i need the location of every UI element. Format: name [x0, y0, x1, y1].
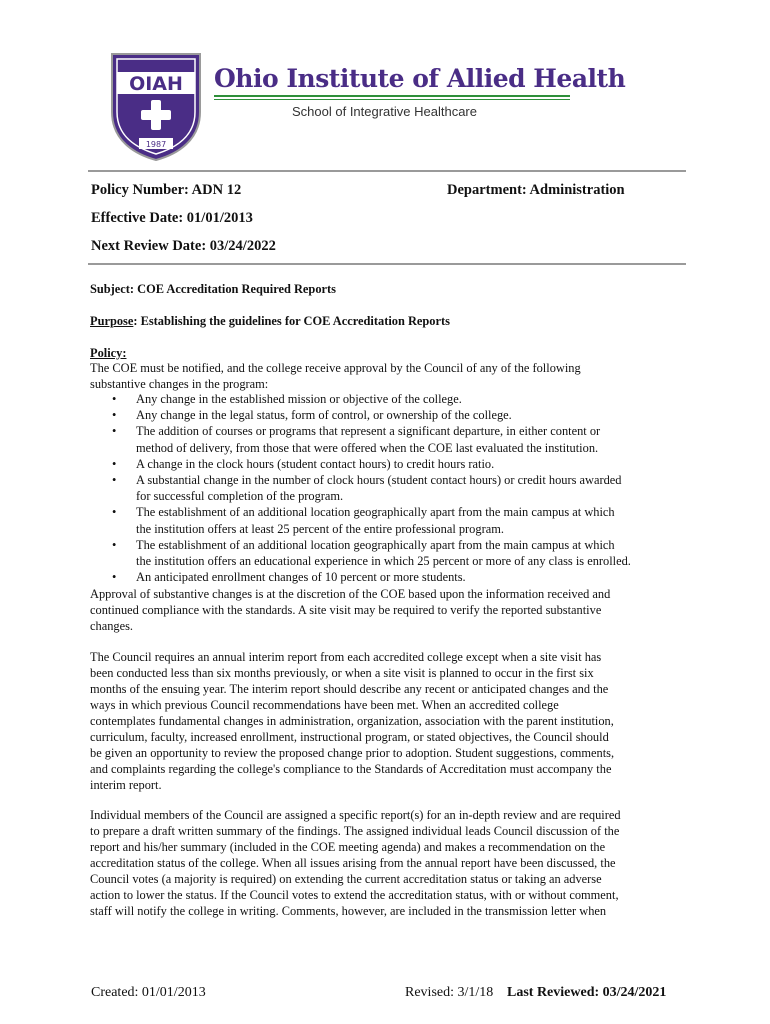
purpose-label: Purpose	[90, 314, 134, 328]
bullet-icon: •	[112, 392, 117, 406]
oiah-shield-logo	[106, 50, 206, 162]
divider-top	[88, 170, 686, 172]
text-line: Council votes (a majority is required) on extending the current accreditation status or taking an adverse	[90, 872, 602, 886]
text-line: curriculum, faculty, increased enrollment, instructional program, or stated objectives, the Council should	[90, 730, 609, 744]
text-line: Approval of substantive changes is at the discretion of the COE based upon the information received and	[90, 587, 611, 601]
text-line: accreditation status of the college. When all issues arising from the annual report have been discussed, the	[90, 856, 616, 870]
text-line: and complaints regarding the college's compliance to the Standards of Accreditation must accompany the	[90, 762, 612, 776]
text-line: report and his/her summary (included in the COE meeting agenda) and makes a recommendation on the	[90, 840, 606, 854]
text-line: Any change in the legal status, form of control, or ownership of the college.	[136, 408, 512, 423]
text-line: substantive changes in the program:	[90, 377, 269, 391]
text-line: The addition of courses or programs that represent a significant departure, in either content or	[136, 424, 601, 439]
effective-date: Effective Date: 01/01/2013	[91, 210, 253, 226]
list-item	[110, 504, 690, 536]
text-line: The Council requires an annual interim report from each accredited college except when a site visit has	[90, 650, 602, 664]
interim-report-paragraph	[90, 649, 690, 793]
text-line: action to lower the status. If the Council votes to extend the accreditation status, with or without comment,	[90, 888, 619, 902]
text-line: A change in the clock hours (student contact hours) to credit hours ratio.	[136, 456, 495, 471]
bullet-icon: •	[112, 424, 117, 439]
policy-heading: Policy:	[90, 346, 127, 360]
text-line: method of delivery, from those that were offered when the COE last evaluated the institution.	[136, 440, 599, 455]
next-review-date: Next Review Date: 03/24/2022	[91, 238, 276, 254]
footer-revised: Revised: 3/1/18	[405, 985, 494, 1000]
bullet-icon: •	[112, 408, 117, 423]
text-line: contemplates fundamental changes in administration, organization, association with the parent institution,	[90, 714, 614, 728]
text-line: staff will notify the college in writing. Comments, however, are included in the transmission letter when	[90, 904, 607, 918]
purpose-line	[90, 313, 690, 329]
text-line: An anticipated enrollment changes of 10 percent or more students.	[136, 570, 466, 585]
text-line: to prepare a draft written summary of the findings. The assigned individual leads Council discussion of the	[90, 824, 620, 838]
institute-name: Ohio Institute of Allied Health	[214, 64, 626, 93]
policy-number: Policy Number: ADN 12	[91, 182, 242, 198]
list-item	[110, 391, 690, 407]
list-item	[110, 456, 690, 472]
logo-year: 1987	[145, 140, 167, 149]
text-line: changes.	[90, 619, 134, 633]
text-line: the institution offers at least 25 percent of the entire professional program.	[136, 521, 504, 536]
subject-line: Subject: COE Accreditation Required Reports	[90, 282, 336, 296]
text-line: The COE must be notified, and the college receive approval by the Council of any of the following	[90, 361, 581, 375]
header-rule-thin	[214, 99, 570, 100]
footer-last-reviewed: Last Reviewed: 03/24/2021	[507, 985, 667, 1000]
bullet-icon: •	[112, 505, 117, 520]
list-item	[110, 423, 690, 455]
department: Department: Administration	[447, 182, 625, 198]
logo-text: OIAH	[129, 73, 183, 95]
text-line: for successful completion of the program.	[136, 489, 344, 504]
text-line: been conducted less than six months previously, or when a site visit is planned to occur in the first six	[90, 666, 594, 680]
text-line: be given an opportunity to review the proposed change prior to adoption. Student suggestions, comments,	[90, 746, 615, 760]
text-line: Individual members of the Council are assigned a specific report(s) for an in-depth review and are required	[90, 808, 621, 822]
council-members-paragraph	[90, 807, 690, 919]
divider-bottom	[88, 263, 686, 265]
substantive-changes-list	[110, 391, 690, 585]
header-rule	[214, 95, 570, 97]
text-line: The establishment of an additional location geographically apart from the main campus at which	[136, 537, 615, 552]
bullet-icon: •	[112, 537, 117, 552]
text-line: continued compliance with the standards. A site visit may be required to verify the reported substantive	[90, 603, 602, 617]
text-line: months of the ensuing year. The interim report should describe any recent or anticipated changes and the	[90, 682, 609, 696]
text-line: Any change in the established mission or objective of the college.	[136, 392, 462, 406]
purpose-text: : Establishing the guidelines for COE Accreditation Reports	[133, 314, 450, 328]
school-name: School of Integrative Healthcare	[292, 104, 477, 119]
approval-paragraph	[90, 586, 690, 634]
text-line: The establishment of an additional location geographically apart from the main campus at which	[136, 505, 615, 520]
list-item	[110, 407, 690, 423]
text-line: ways in which previous Council recommendations have been met. When an accredited college	[90, 698, 559, 712]
text-line: A substantial change in the number of clock hours (student contact hours) or credit hours awarded	[136, 473, 622, 488]
list-item	[110, 537, 690, 569]
text-line: interim report.	[90, 778, 162, 792]
bullet-icon: •	[112, 473, 117, 488]
list-item	[110, 569, 690, 585]
text-line: the institution offers an educational experience in which 25 percent or more of any class is enrolled.	[136, 554, 631, 569]
bullet-icon: •	[112, 456, 117, 471]
policy-intro	[90, 360, 690, 392]
bullet-icon: •	[112, 570, 117, 585]
list-item	[110, 472, 690, 504]
footer-created: Created: 01/01/2013	[91, 985, 206, 1000]
